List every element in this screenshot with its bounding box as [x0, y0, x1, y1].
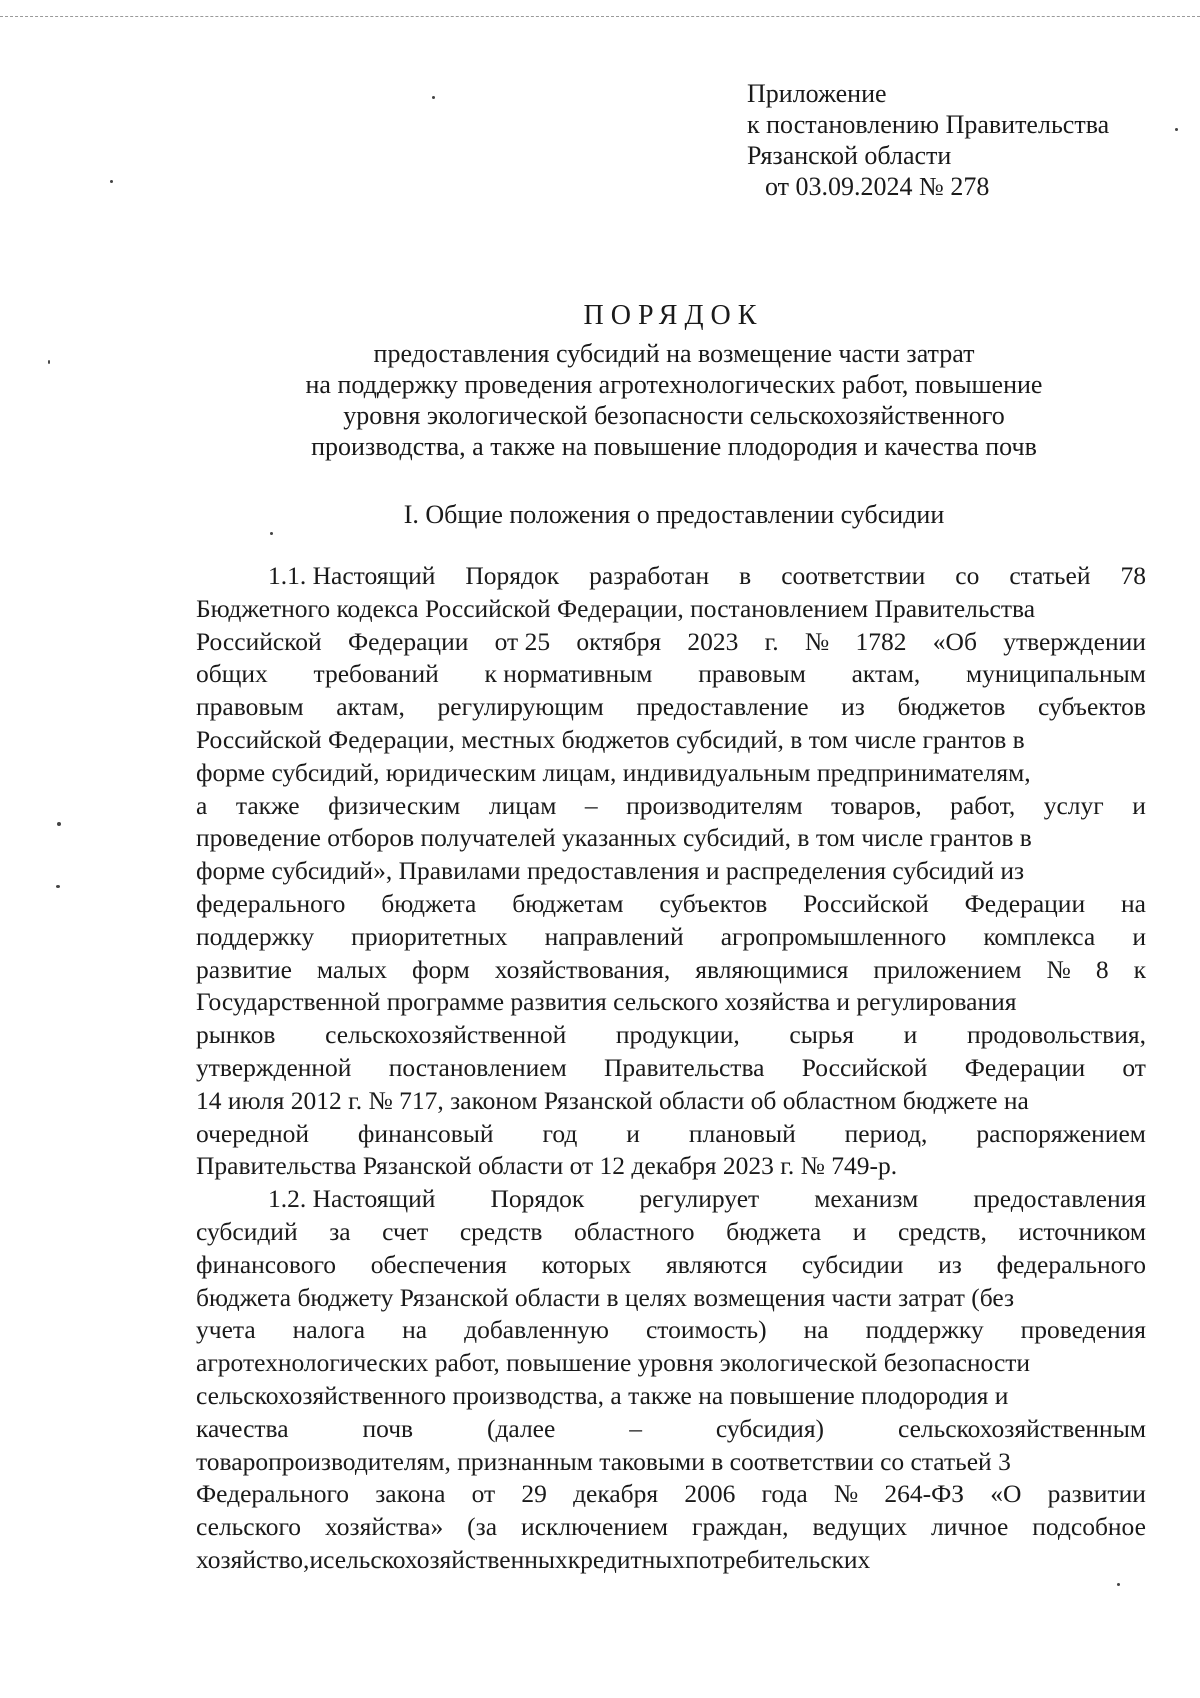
word: приложением [873, 954, 1022, 984]
word: средств, [898, 1216, 987, 1246]
text-line [196, 1216, 1146, 1249]
word: Федерации [347, 626, 469, 656]
word: от 25 [494, 626, 551, 656]
word: 264-ФЗ [884, 1479, 965, 1509]
word: а [196, 790, 208, 820]
word: субсидий [196, 1216, 298, 1246]
word: № [833, 1479, 859, 1509]
word: стоимость) [645, 1315, 767, 1345]
subtitle-line: уровня экологической безопасности сельскохозяйственного [343, 401, 1005, 430]
subtitle-line: предоставления субсидий на возмещение части затрат [373, 339, 975, 368]
word: распоряжением [976, 1118, 1146, 1148]
scan-edge-line [0, 16, 1200, 17]
scan-speck [56, 885, 60, 888]
text-line [196, 790, 1146, 823]
word: года [761, 1479, 808, 1509]
word: Порядок [465, 561, 560, 590]
word: бюджета [726, 1216, 822, 1246]
word: личное [931, 1512, 1009, 1542]
appendix-block [747, 78, 1109, 202]
document-subtitle [200, 338, 1148, 462]
word: общих [196, 659, 268, 689]
word: субсидия) [715, 1413, 825, 1443]
word: год [542, 1118, 578, 1148]
word: форме субсидий, юридическим лицам, индивидуальным предпринимателям, [196, 757, 1031, 787]
word: Федерации [964, 888, 1086, 918]
word: со [955, 561, 980, 590]
word: Правительства [604, 1052, 765, 1082]
appendix-line: Приложение [747, 79, 887, 108]
word: бюджетов [897, 692, 1006, 722]
word: сельскохозяйственной [325, 1020, 567, 1050]
word: 14 июля 2012 г. № 717, законом Рязанской области об областном бюджете на [196, 1085, 1029, 1115]
word: Порядок [490, 1184, 585, 1214]
word: почв [362, 1413, 414, 1443]
text-line [196, 1183, 1146, 1216]
word: за [329, 1216, 351, 1246]
word: средств [459, 1216, 543, 1246]
word: (за [467, 1512, 498, 1542]
text-line [196, 986, 1146, 1019]
text-line [196, 1544, 1146, 1577]
word: в [739, 561, 752, 590]
word: являющимися [695, 954, 849, 984]
section-heading: I. Общие положения о предоставлении субсидии [403, 500, 945, 529]
word: сельского [196, 1512, 302, 1542]
word: рынков [196, 1020, 276, 1050]
word: 2006 [684, 1479, 736, 1509]
word: потребительских [685, 1544, 871, 1574]
word: к [1133, 954, 1146, 984]
word: форм [412, 954, 470, 984]
appendix-line: от 03.09.2024 № 278 [765, 172, 990, 201]
word: «Об [932, 626, 977, 656]
word: областного [573, 1216, 695, 1246]
word: – [629, 1413, 642, 1443]
word: период, [844, 1118, 928, 1148]
word: лицам [488, 790, 557, 820]
word: налога [292, 1315, 366, 1345]
word: проведение отборов получателей указанных субсидий, в том числе грантов в [196, 823, 1032, 853]
word: актам, [851, 659, 921, 689]
word: Федерации [964, 1052, 1086, 1082]
word: исключением [521, 1512, 669, 1542]
text-line [196, 888, 1146, 921]
word: сельскохозяйственного производства, а также на повышение плодородия и [196, 1380, 1009, 1410]
word: поддержку [865, 1315, 984, 1345]
word: (далее [486, 1413, 556, 1443]
word: поддержку [196, 921, 315, 951]
word: обеспечения [370, 1249, 507, 1279]
word: предоставления [973, 1184, 1146, 1214]
text-line [196, 1150, 1146, 1183]
text-line [196, 855, 1146, 888]
word: хозяйства» [325, 1512, 444, 1542]
word: продовольствия, [966, 1020, 1146, 1050]
word: от [1122, 1052, 1146, 1082]
word: финансового [196, 1249, 337, 1279]
subtitle-line: производства, а также на повышение плодородия и качества почв [311, 432, 1037, 461]
word: также [235, 790, 300, 820]
word: граждан, [692, 1512, 789, 1542]
word: разработан [589, 561, 710, 590]
text-line [196, 954, 1146, 987]
text-line [196, 1413, 1146, 1446]
word: субсидии [801, 1249, 904, 1279]
text-line [196, 1314, 1146, 1347]
word: правовым [196, 692, 304, 722]
word: и [903, 1020, 918, 1050]
word: Бюджетного кодекса Российской Федерации, постановлением Правительства [196, 593, 1036, 623]
word: развитие [196, 954, 292, 984]
word: Правительства Рязанской области от 12 декабря 2023 г. № 749-р. [196, 1151, 898, 1181]
text-line [196, 626, 1146, 659]
word: сельскохозяйственным [897, 1413, 1146, 1443]
word: федерального [196, 888, 346, 918]
text-line [196, 822, 1146, 855]
word: субъектов [659, 888, 768, 918]
scan-speck [432, 96, 435, 99]
word: бюджетам [512, 888, 624, 918]
word: актам, [336, 692, 405, 722]
word: малых [316, 954, 388, 984]
word: являются [666, 1249, 768, 1279]
word: 1782 [855, 626, 907, 656]
word: Государственной программе развития сельского хозяйства и регулирования [196, 987, 1017, 1017]
text-line [196, 1478, 1146, 1511]
word: и [1132, 790, 1146, 820]
word: товаров, [831, 790, 922, 820]
text-line [196, 724, 1146, 757]
scan-speck [110, 180, 113, 183]
word: 2023 [687, 626, 739, 656]
word: форме субсидий», Правилами предоставления и распределения субсидий из [196, 856, 1025, 886]
word: октября [576, 626, 662, 656]
word: сырья [789, 1020, 854, 1050]
document-body [196, 560, 1146, 1577]
word: которых [541, 1249, 632, 1279]
word: Российской [196, 626, 322, 656]
word: к нормативным [484, 659, 653, 689]
word: и [1132, 921, 1146, 951]
word: подсобное [1032, 1512, 1146, 1542]
word: требований [313, 659, 439, 689]
word: товаропроизводителям, признанным таковыми в соответствии со статьей 3 [196, 1446, 1011, 1476]
word: федерального [996, 1249, 1146, 1279]
word: приоритетных [351, 921, 508, 951]
word: утвержденной [196, 1052, 352, 1082]
word: – [584, 790, 598, 820]
appendix-line: Рязанской области [747, 141, 952, 170]
word: качества [196, 1413, 289, 1443]
text-line [196, 560, 1146, 593]
word: № [1046, 954, 1071, 984]
text-line [196, 1019, 1146, 1052]
word: направлений [544, 921, 684, 951]
word: на [402, 1315, 428, 1345]
word: из [841, 692, 865, 722]
subtitle-line: на поддержку проведения агротехнологических работ, повышение [305, 370, 1043, 399]
word: регулирующим [437, 692, 604, 722]
text-line [196, 658, 1146, 691]
word: финансовый [357, 1118, 494, 1148]
word: утверждении [1003, 626, 1146, 656]
text-line [196, 1446, 1146, 1479]
text-line [196, 921, 1146, 954]
word: добавленную [464, 1315, 609, 1345]
word: 1.2. Настоящий [268, 1184, 436, 1214]
paragraph [196, 560, 1146, 1183]
word: производителям [626, 790, 803, 820]
word: продукции, [615, 1020, 740, 1050]
word: на [1120, 888, 1146, 918]
text-line [196, 691, 1146, 724]
word: плановый [688, 1118, 796, 1148]
word: Российской [803, 888, 929, 918]
scan-speck [1175, 128, 1178, 131]
word: Российской Федерации, местных бюджетов субсидий, в том числе грантов в [196, 724, 1025, 754]
word: и [852, 1216, 867, 1246]
text-line [196, 757, 1146, 790]
word: 29 [521, 1479, 547, 1509]
word: закона [375, 1479, 446, 1509]
appendix-line: к постановлению Правительства [747, 110, 1110, 139]
word: муниципальным [966, 659, 1146, 689]
text-line [196, 1052, 1146, 1085]
word: статьей [1009, 561, 1091, 590]
word: физическим [328, 790, 461, 820]
word: работ, [950, 790, 1016, 820]
scan-speck [57, 822, 61, 826]
text-line [196, 1380, 1146, 1413]
word: проведения [1020, 1315, 1146, 1345]
word: услуг [1043, 790, 1104, 820]
word: «О [990, 1479, 1022, 1509]
word: бюджета [381, 888, 477, 918]
word: очередной [196, 1118, 309, 1148]
text-line [196, 1085, 1146, 1118]
word: ведущих [812, 1512, 908, 1542]
word: соответствии [781, 561, 926, 590]
word: 78 [1120, 561, 1146, 590]
scan-speck [1117, 1583, 1120, 1586]
word: декабря [573, 1479, 659, 1509]
word: механизм [814, 1184, 919, 1214]
word: сельскохозяйственных [323, 1544, 568, 1574]
word: хозяйство, [196, 1544, 310, 1574]
word: Российской [801, 1052, 928, 1082]
text-line [196, 593, 1146, 626]
document-title: ПОРЯДОК [583, 300, 764, 331]
word: кредитных [567, 1544, 686, 1574]
word: счет [382, 1216, 429, 1246]
word: бюджета бюджету Рязанской области в целях возмещения части затрат (без [196, 1282, 1015, 1312]
word: Федерального [196, 1479, 350, 1509]
word: агротехнологических работ, повышение уровня экологической безопасности [196, 1348, 1031, 1378]
scan-speck [270, 532, 273, 535]
word: постановлением [388, 1052, 567, 1082]
word: предоставление [636, 692, 809, 722]
text-line [196, 1511, 1146, 1544]
word: г. [764, 626, 779, 656]
word: учета [196, 1315, 256, 1345]
word: 1.1. Настоящий [268, 561, 436, 590]
word: правовым [698, 659, 806, 689]
word: № [804, 626, 830, 656]
word: комплекса [983, 921, 1096, 951]
word: и [626, 1118, 640, 1148]
word: агропромышленного [720, 921, 947, 951]
text-line [196, 1118, 1146, 1151]
word: и [309, 1544, 324, 1574]
word: из [938, 1249, 962, 1279]
paragraph [196, 1183, 1146, 1577]
text-line [196, 1249, 1146, 1282]
word: на [803, 1315, 829, 1345]
word: 8 [1095, 954, 1109, 984]
word: развитии [1047, 1479, 1146, 1509]
word: хозяйствования, [494, 954, 671, 984]
text-line [196, 1347, 1146, 1380]
text-line [196, 1282, 1146, 1315]
word: регулирует [639, 1184, 760, 1214]
word: от [471, 1479, 496, 1509]
scan-speck [48, 360, 50, 364]
word: субъектов [1038, 692, 1146, 722]
word: источником [1018, 1216, 1146, 1246]
